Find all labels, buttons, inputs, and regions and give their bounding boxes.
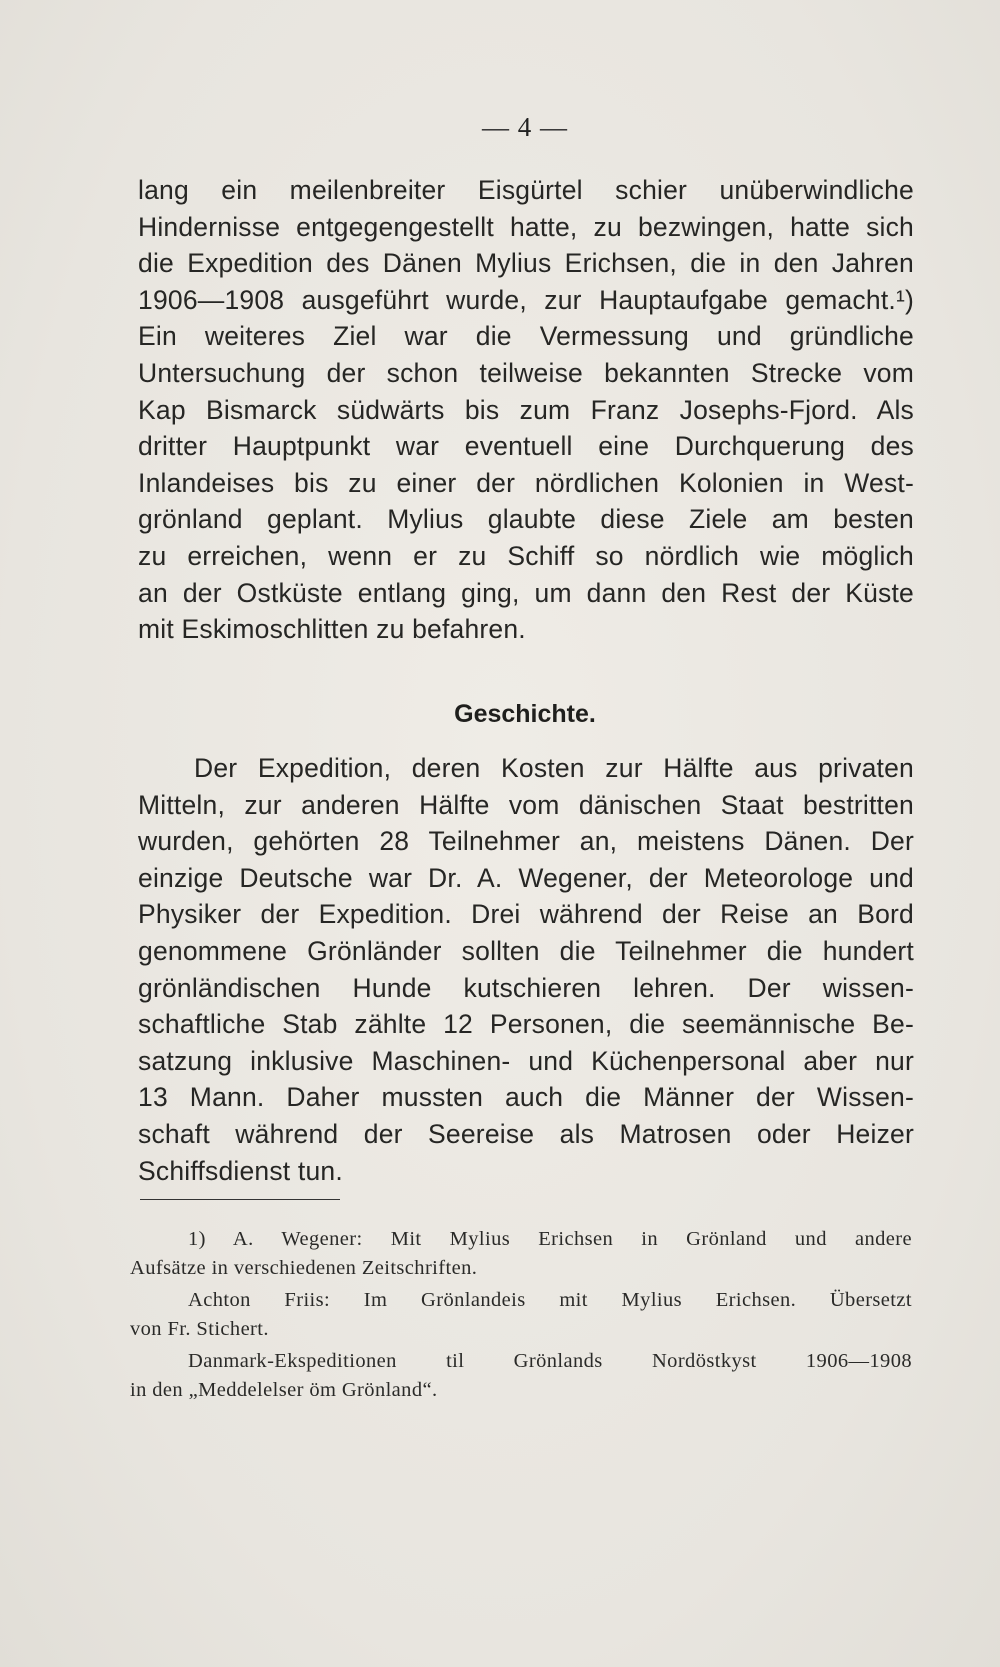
text-line: Untersuchung der schon teilweise bekannten Strecke vom xyxy=(138,357,914,388)
text-line: Physiker der Expedition. Drei während der Reise an Bord xyxy=(138,899,914,930)
footnotes xyxy=(130,1225,912,1405)
text-line: wurden, gehörten 28 Teilnehmer an, meistens Dänen. Der xyxy=(138,826,914,857)
footnote-line: in den „Meddelelser öm Grönland“. xyxy=(130,1379,438,1401)
text-line: genommene Grönländer sollten die Teilnehmer die hundert xyxy=(138,935,914,966)
text-line: 1906—1908 ausgeführt wurde, zur Hauptaufgabe gemacht.¹) xyxy=(138,284,914,315)
text-line: Kap Bismarck südwärts bis zum Franz Josephs-Fjord. Als xyxy=(138,394,914,425)
footnote xyxy=(130,1286,912,1344)
text-line: 13 Mann. Daher mussten auch die Männer der Wissen- xyxy=(138,1082,914,1113)
footnote xyxy=(130,1347,912,1405)
text-line: grönland geplant. Mylius glaubte diese Ziele am besten xyxy=(138,504,914,535)
text-line: schaft während der Seereise als Matrosen oder Heizer xyxy=(138,1118,914,1149)
footnote-line: Achton Friis: Im Grönlandeis mit Mylius Erichsen. Übersetzt xyxy=(188,1289,912,1311)
text-line: Ein weiteres Ziel war die Vermessung und gründliche xyxy=(138,321,914,352)
text-line: Hindernisse entgegengestellt hatte, zu bezwingen, hatte sich xyxy=(138,211,914,242)
text-line: die Expedition des Dänen Mylius Erichsen, die in den Jahren xyxy=(138,248,914,279)
text-line: zu erreichen, wenn er zu Schiff so nördlich wie möglich xyxy=(138,540,914,571)
text-line: mit Eskimoschlitten zu befahren. xyxy=(138,614,526,645)
footnote-divider xyxy=(140,1199,340,1200)
text-line: lang ein meilenbreiter Eisgürtel schier unüberwindliche xyxy=(138,175,914,205)
page-number: — 4 — xyxy=(482,112,568,142)
footnote-line: Danmark-Ekspeditionen til Grönlands Nordöstkyst 1906—1908 xyxy=(188,1350,912,1372)
text-line: schaftliche Stab zählte 12 Personen, die seemännische Be- xyxy=(138,1009,914,1040)
text-line: einzige Deutsche war Dr. A. Wegener, der Meteorologe und xyxy=(138,862,914,893)
text-line: Mitteln, zur anderen Hälfte vom dänischen Staat bestritten xyxy=(138,789,914,820)
text-line: Inlandeises bis zu einer der nördlichen Kolonien in West- xyxy=(138,467,914,498)
paragraph-history xyxy=(138,750,914,1189)
footnote-line: von Fr. Stichert. xyxy=(130,1318,269,1340)
footnote-line: Aufsätze in verschiedenen Zeitschriften. xyxy=(130,1257,478,1279)
section-heading: Geschichte. xyxy=(454,700,596,728)
footnote xyxy=(130,1225,912,1283)
text-line: satzung inklusive Maschinen- und Küchenpersonal aber nur xyxy=(138,1045,914,1076)
text-line: grönländischen Hunde kutschieren lehren. Der wissen- xyxy=(138,972,914,1003)
paragraph-expedition-goals xyxy=(138,172,914,648)
text-line: Schiffsdienst tun. xyxy=(138,1155,343,1186)
footnote-line: 1) A. Wegener: Mit Mylius Erichsen in Grönland und andere xyxy=(188,1228,912,1250)
text-line: dritter Hauptpunkt war eventuell eine Durchquerung des xyxy=(138,431,914,462)
text-line: Der Expedition, deren Kosten zur Hälfte aus privaten xyxy=(194,753,914,783)
text-line: an der Ostküste entlang ging, um dann den Rest der Küste xyxy=(138,577,914,608)
